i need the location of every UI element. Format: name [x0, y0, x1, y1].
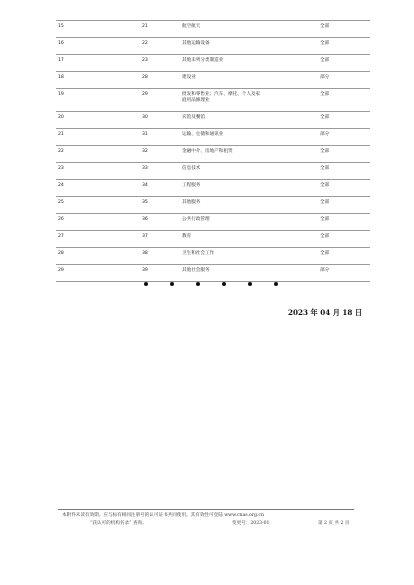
table-row: [56, 180, 370, 197]
industry-code-cell: 35: [140, 197, 180, 214]
dot-mark: [144, 282, 148, 286]
scope-extent-cell: 全部: [318, 21, 370, 38]
row-number-cell: 16: [56, 38, 140, 55]
industry-code-cell: 36: [140, 214, 180, 231]
row-number-cell: 28: [56, 248, 140, 265]
accreditation-scope-table: [56, 20, 370, 282]
page-number: 第 2 页 共 2 页: [318, 521, 350, 526]
row-number-cell: 25: [56, 197, 140, 214]
end-of-list-dots: [144, 282, 278, 286]
industry-code-cell: 33: [140, 163, 180, 180]
table-row: [56, 214, 370, 231]
row-number-cell: 23: [56, 163, 140, 180]
table-row: [56, 248, 370, 265]
scope-extent-cell: 全部: [318, 197, 370, 214]
footer-row-1: [58, 512, 358, 520]
row-number-cell: 17: [56, 55, 140, 72]
table-row: [56, 21, 370, 38]
table-row: [56, 38, 370, 55]
table-row: [56, 72, 370, 89]
industry-name-cell: 公共行政管理: [180, 214, 318, 231]
dot-mark: [248, 282, 252, 286]
footer-row-2: [58, 520, 358, 528]
scope-extent-cell: 全部: [318, 112, 370, 129]
industry-name-cell: 建设业: [180, 72, 318, 89]
change-number: 变更号：2023-01: [232, 521, 270, 526]
row-number-cell: 22: [56, 146, 140, 163]
industry-name-cell: 航空航天: [180, 21, 318, 38]
row-number-cell: 29: [56, 265, 140, 282]
industry-code-cell: 23: [140, 55, 180, 72]
industry-code-cell: 28: [140, 72, 180, 89]
table-row: [56, 55, 370, 72]
industry-code-cell: 31: [140, 129, 180, 146]
scope-extent-cell: 全部: [318, 89, 370, 112]
industry-name-cell: 信息技术: [180, 163, 318, 180]
scope-extent-cell: 部分: [318, 129, 370, 146]
scope-extent-cell: 全部: [318, 248, 370, 265]
row-number-cell: 15: [56, 21, 140, 38]
scope-extent-cell: 全部: [318, 55, 370, 72]
industry-name-cell: 金融中介、房地产和租赁: [180, 146, 318, 163]
dot-mark: [222, 282, 226, 286]
row-number-cell: 26: [56, 214, 140, 231]
table-row: [56, 163, 370, 180]
industry-code-cell: 38: [140, 248, 180, 265]
scope-extent-cell: 全部: [318, 38, 370, 55]
industry-name-cell: 工程服务: [180, 180, 318, 197]
scope-table-body: [56, 21, 370, 282]
industry-code-cell: 34: [140, 180, 180, 197]
table-row: [56, 197, 370, 214]
industry-name-cell: 其他运输设备: [180, 38, 318, 55]
scope-extent-cell: 全部: [318, 231, 370, 248]
industry-code-cell: 29: [140, 89, 180, 112]
scope-extent-cell: 全部: [318, 214, 370, 231]
industry-code-cell: 37: [140, 231, 180, 248]
footer-note-line-1: 本附件未读有效期。应与标有相同注册号的认可证书共同使用。其有效性可登陆 www.cnas.org.cn: [62, 513, 264, 518]
industry-name-cell: 教育: [180, 231, 318, 248]
industry-name-cell: 运输、仓储和通讯业: [180, 129, 318, 146]
scope-extent-cell: 全部: [318, 180, 370, 197]
industry-code-cell: 30: [140, 112, 180, 129]
issue-date: 2023 年 04 月 18 日: [288, 308, 363, 317]
table-row: [56, 265, 370, 282]
industry-name-cell: 卫生和社会工作: [180, 248, 318, 265]
row-number-cell: 24: [56, 180, 140, 197]
industry-name-cell: 其他社会服务: [180, 265, 318, 282]
dot-mark: [196, 282, 200, 286]
industry-code-cell: 32: [140, 146, 180, 163]
dot-mark: [170, 282, 174, 286]
footer-divider: [58, 509, 354, 510]
industry-name-cell: 其他服务: [180, 197, 318, 214]
industry-code-cell: 22: [140, 38, 180, 55]
row-number-cell: 20: [56, 112, 140, 129]
dot-mark: [274, 282, 278, 286]
scope-extent-cell: 全部: [318, 163, 370, 180]
scope-extent-cell: 全部: [318, 146, 370, 163]
industry-name-cell: 批发和零售业；汽车、摩托、个人及家 庭用品修理业: [180, 89, 318, 112]
industry-name-cell: 其他未列分类制造业: [180, 55, 318, 72]
footer-note-line-2: “获认可的机构名录” 查询。: [90, 521, 147, 526]
row-number-cell: 18: [56, 72, 140, 89]
table-row: [56, 112, 370, 129]
table-row: [56, 231, 370, 248]
industry-name-cell: 宾馆及餐馆: [180, 112, 318, 129]
industry-code-cell: 39: [140, 265, 180, 282]
table-row: [56, 146, 370, 163]
page-footer: [58, 512, 358, 528]
table-row: [56, 129, 370, 146]
row-number-cell: 27: [56, 231, 140, 248]
row-number-cell: 21: [56, 129, 140, 146]
scope-extent-cell: 部分: [318, 265, 370, 282]
table-row: [56, 89, 370, 112]
industry-code-cell: 21: [140, 21, 180, 38]
scope-extent-cell: 部分: [318, 72, 370, 89]
row-number-cell: 19: [56, 89, 140, 112]
